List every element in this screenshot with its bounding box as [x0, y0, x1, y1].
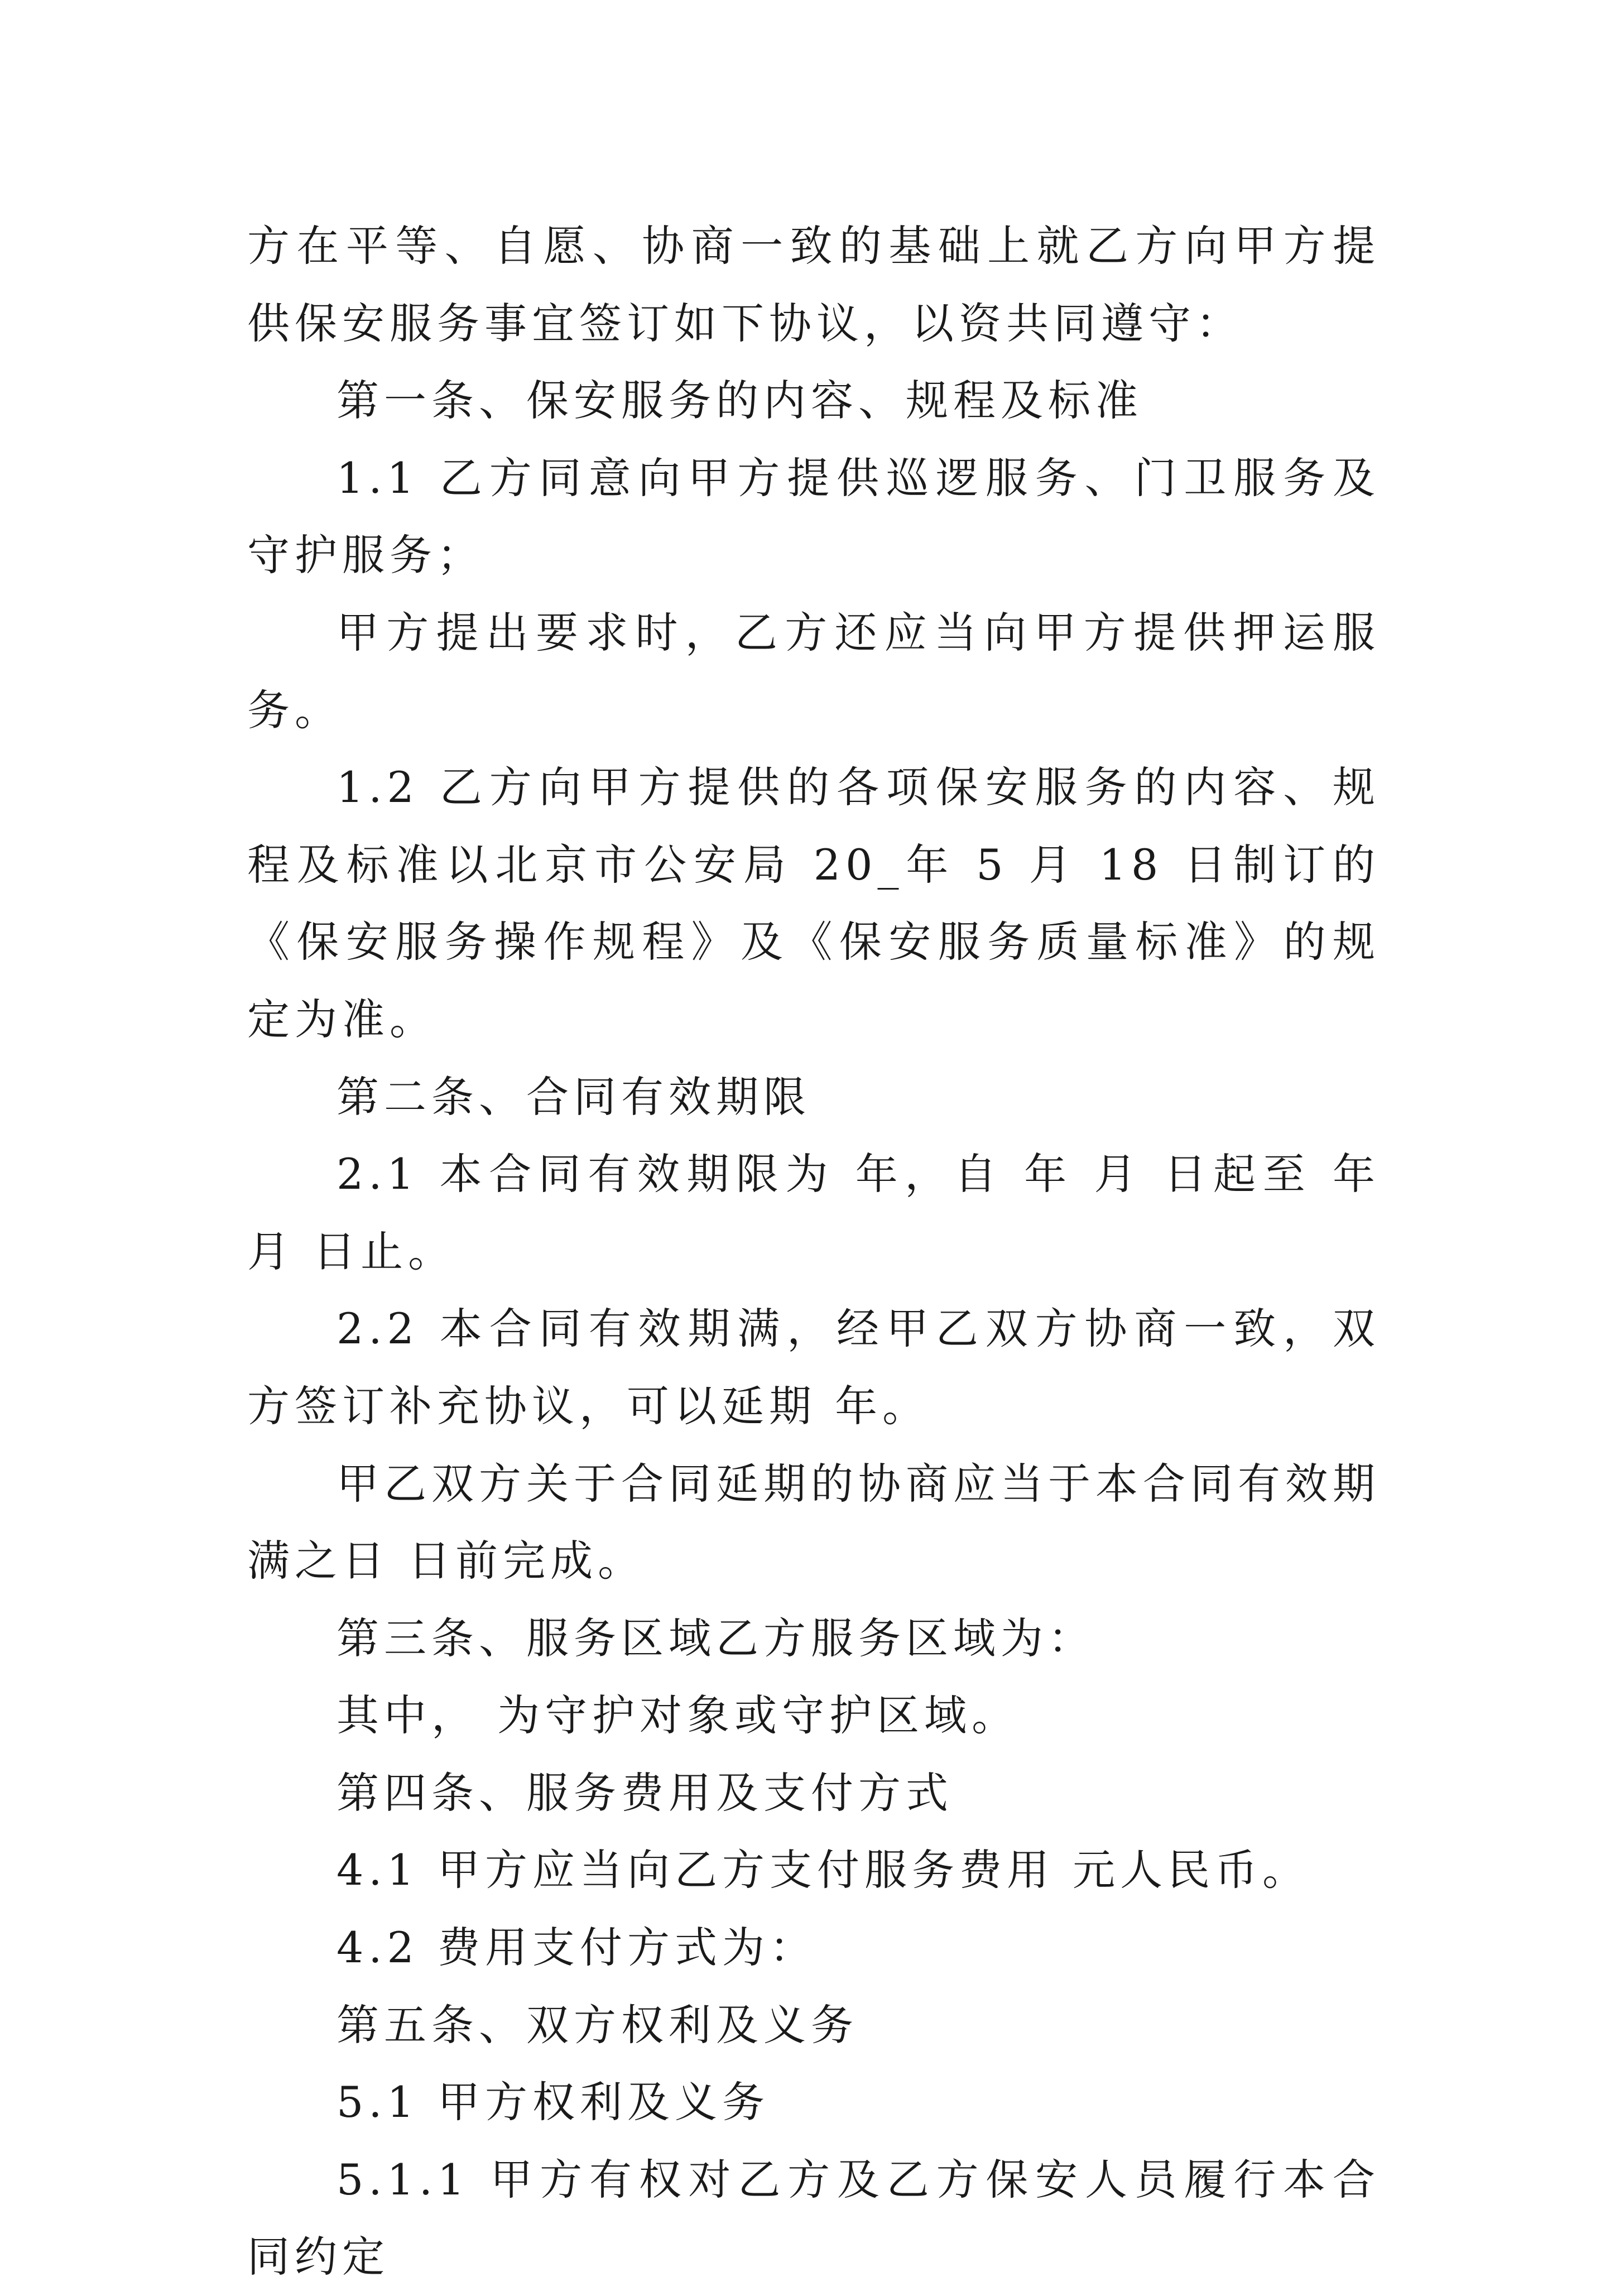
clause-3-guard-area: 其中， 为守护对象或守护区域。	[337, 1690, 1020, 1741]
clause-5-1: 5.1 甲方权利及义务	[337, 2077, 770, 2127]
article-4-heading: 第四条、服务费用及支付方式	[337, 1767, 953, 1818]
article-2-heading: 第二条、合同有效期限	[337, 1072, 811, 1122]
clause-4-1: 4.1 甲方应当向乙方支付服务费用 元人民币。	[337, 1845, 1310, 1895]
clause-1-1: 1.1 乙方同意向甲方提供巡逻服务、门卫服务及守护服务；	[247, 453, 1380, 580]
paragraph-intro: 方在平等、自愿、协商一致的基础上就乙方向甲方提供保安服务事宜签订如下协议，以资共同遵守：	[247, 221, 1380, 348]
article-3-heading: 第三条、服务区域乙方服务区域为：	[337, 1613, 1095, 1663]
clause-2-2-negotiation: 甲乙双方关于合同延期的协商应当于本合同有效期满之日 日前完成。	[247, 1458, 1380, 1586]
clause-4-2: 4.2 费用支付方式为：	[337, 1923, 818, 1973]
document-body	[247, 208, 1380, 2296]
article-5-heading: 第五条、双方权利及义务	[337, 2000, 858, 2050]
article-1-heading: 第一条、保安服务的内容、规程及标准	[337, 376, 1143, 426]
clause-2-2: 2.2 本合同有效期满，经甲乙双方协商一致，双方签订补充协议，可以延期 年。	[247, 1304, 1380, 1431]
clause-2-1: 2.1 本合同有效期限为 年，自 年 月 日起至 年 月 日止。	[247, 1149, 1380, 1276]
clause-1-2: 1.2 乙方向甲方提供的各项保安服务的内容、规程及标准以北京市公安局 20_年 5 月 18 日制订的《保安服务操作规程》及《保安服务质量标准》的规定为准。	[247, 762, 1380, 1044]
clause-1-1-escort: 甲方提出要求时，乙方还应当向甲方提供押运服务。	[247, 607, 1380, 735]
clause-5-1-1: 5.1.1 甲方有权对乙方及乙方保安人员履行本合同约定	[247, 2154, 1380, 2282]
